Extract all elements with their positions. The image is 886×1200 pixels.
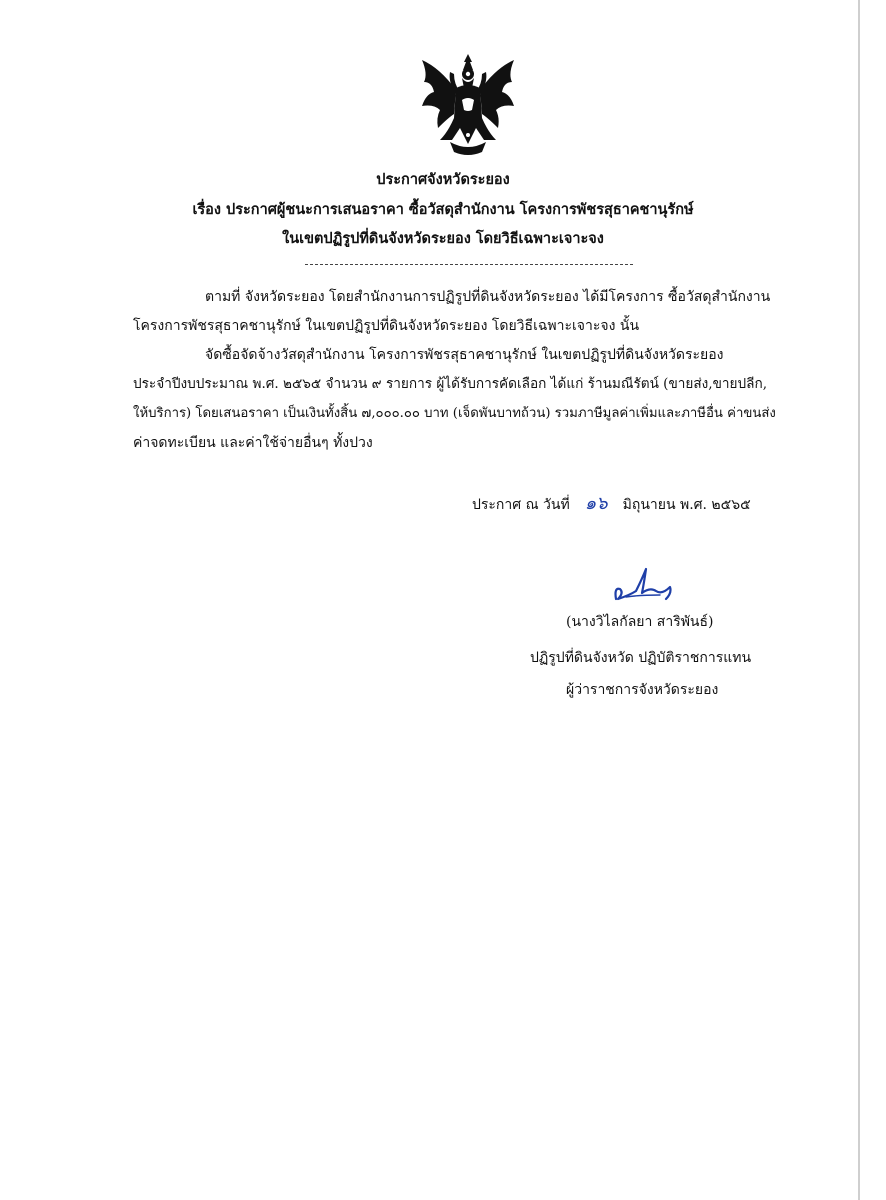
body-line: ประจำปีงบประมาณ พ.ศ. ๒๕๖๕ จำนวน ๙ รายการ ผู้ได้รับการคัดเลือก ได้แก่ ร้านมณีรัตน์ (ขายส่ง,ขายปลีก, [133, 376, 768, 392]
signatory-position: ปฏิรูปที่ดินจังหวัด ปฏิบัติราชการแทน [530, 650, 752, 666]
announcement-date [472, 494, 751, 515]
signatory-office: ผู้ว่าราชการจังหวัดระยอง [566, 682, 719, 698]
issuer-heading: ประกาศจังหวัดระยอง [376, 171, 510, 188]
handwritten-signature-icon [600, 565, 680, 605]
body-line: ค่าจดทะเบียน และค่าใช้จ่ายอื่นๆ ทั้งปวง [133, 435, 373, 451]
date-month-year: มิถุนายน พ.ศ. ๒๕๖๕ [622, 497, 751, 513]
signatory-name: (นางวิไลกัลยา สาริพันธ์) [566, 614, 714, 630]
body-line: ให้บริการ) โดยเสนอราคา เป็นเงินทั้งสิ้น ๗,๐๐๐.๐๐ บาท (เจ็ดพันบาทถ้วน) รวมภาษีมูลค่าเพิ่มและภาษีอื่น ค่าขนส่ง [133, 406, 776, 421]
subject-heading-continued: ในเขตปฏิรูปที่ดินจังหวัดระยอง โดยวิธีเฉพาะเจาะจง [282, 230, 604, 247]
garuda-emblem-icon [410, 48, 526, 164]
date-prefix: ประกาศ ณ วันที่ [472, 497, 570, 513]
subject-heading: เรื่อง ประกาศผู้ชนะการเสนอราคา ซื้อวัสดุสำนักงาน โครงการพัชรสุธาคชานุรักษ์ [192, 201, 694, 218]
body-line: ตามที่ จังหวัดระยอง โดยสำนักงานการปฏิรูปที่ดินจังหวัดระยอง ได้มีโครงการ ซื้อวัสดุสำนักงาน [205, 289, 771, 305]
date-day-handwritten: ๑๖ [584, 493, 608, 514]
body-line: โครงการพัชรสุธาคชานุรักษ์ ในเขตปฏิรูปที่ดินจังหวัดระยอง โดยวิธีเฉพาะเจาะจง นั้น [133, 318, 640, 334]
body-line: จัดซื้อจัดจ้างวัสดุสำนักงาน โครงการพัชรสุธาคชานุรักษ์ ในเขตปฏิรูปที่ดินจังหวัดระยอง [205, 347, 724, 363]
heading-divider [305, 264, 633, 265]
